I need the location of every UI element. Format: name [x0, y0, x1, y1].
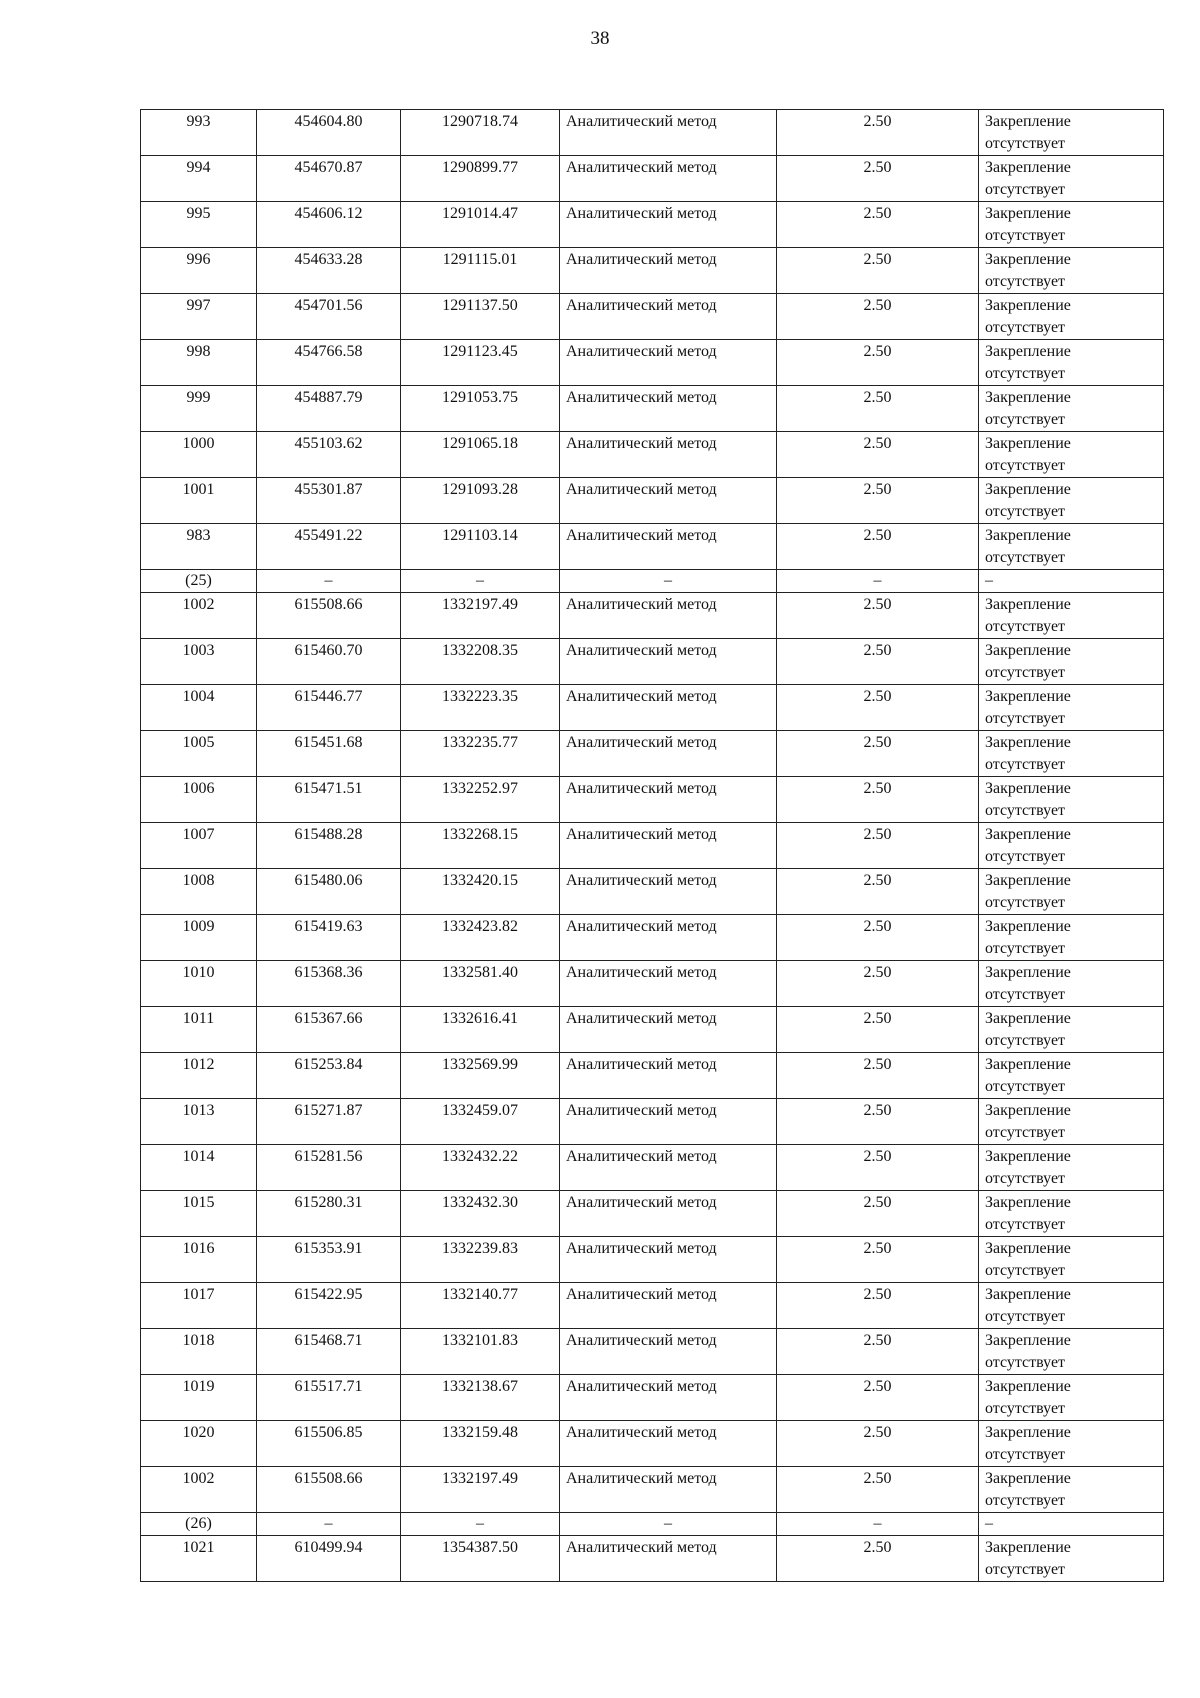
method-cell: Аналитический метод — [560, 639, 777, 685]
point-id-cell: 1018 — [141, 1329, 257, 1375]
table-row — [141, 731, 1164, 777]
point-id-cell: 998 — [141, 340, 257, 386]
accuracy-cell: 2.50 — [777, 1536, 979, 1582]
accuracy-cell: 2.50 — [777, 478, 979, 524]
x-coordinate-cell: 615488.28 — [257, 823, 401, 869]
point-id-cell: (26) — [141, 1513, 257, 1536]
y-coordinate-cell: 1332581.40 — [401, 961, 560, 1007]
x-coordinate-cell: 615353.91 — [257, 1237, 401, 1283]
x-coordinate-cell: 615280.31 — [257, 1191, 401, 1237]
fixation-note-line: Закрепление — [985, 389, 1071, 406]
accuracy-cell: 2.50 — [777, 1421, 979, 1467]
point-id-cell: 1012 — [141, 1053, 257, 1099]
y-coordinate-cell: 1291065.18 — [401, 432, 560, 478]
fixation-note-line: отсутствует — [985, 1262, 1066, 1279]
fixation-note-line: Закрепление — [985, 1539, 1071, 1556]
table-row — [141, 823, 1164, 869]
x-coordinate-cell: 454606.12 — [257, 202, 401, 248]
fixation-note-line: Закрепление — [985, 1424, 1071, 1441]
fixation-note-cell — [979, 823, 1164, 869]
y-coordinate-cell: 1291014.47 — [401, 202, 560, 248]
fixation-note-cell — [979, 248, 1164, 294]
accuracy-cell: 2.50 — [777, 593, 979, 639]
contour-separator-row — [141, 570, 1164, 593]
fixation-note-cell — [979, 869, 1164, 915]
fixation-note-line: Закрепление — [985, 1056, 1071, 1073]
point-id-cell: 1006 — [141, 777, 257, 823]
fixation-note-line: отсутствует — [985, 365, 1066, 382]
fixation-note-line: Закрепление — [985, 435, 1071, 452]
y-coordinate-cell: 1354387.50 — [401, 1536, 560, 1582]
fixation-note-line: отсутствует — [985, 1032, 1066, 1049]
fixation-note-cell — [979, 432, 1164, 478]
method-cell: Аналитический метод — [560, 1053, 777, 1099]
y-coordinate-cell: 1291115.01 — [401, 248, 560, 294]
fixation-note-cell — [979, 1513, 1164, 1536]
accuracy-cell: 2.50 — [777, 294, 979, 340]
point-id-cell: 1002 — [141, 593, 257, 639]
point-id-cell: 1008 — [141, 869, 257, 915]
contour-separator-row — [141, 1513, 1164, 1536]
y-coordinate-cell: 1332268.15 — [401, 823, 560, 869]
fixation-note-line: Закрепление — [985, 1286, 1071, 1303]
accuracy-cell: 2.50 — [777, 1237, 979, 1283]
point-id-cell: 1019 — [141, 1375, 257, 1421]
table-row — [141, 294, 1164, 340]
fixation-note-line: Закрепление — [985, 734, 1071, 751]
accuracy-cell: 2.50 — [777, 524, 979, 570]
x-coordinate-cell: 615506.85 — [257, 1421, 401, 1467]
x-coordinate-cell: 615517.71 — [257, 1375, 401, 1421]
y-coordinate-cell: 1332459.07 — [401, 1099, 560, 1145]
fixation-note-cell — [979, 639, 1164, 685]
method-cell: Аналитический метод — [560, 915, 777, 961]
fixation-note-line: отсутствует — [985, 986, 1066, 1003]
x-coordinate-cell: 615253.84 — [257, 1053, 401, 1099]
table-row — [141, 1329, 1164, 1375]
fixation-note-line: отсутствует — [985, 1124, 1066, 1141]
fixation-note-line: отсутствует — [985, 135, 1066, 152]
y-coordinate-cell: 1332208.35 — [401, 639, 560, 685]
y-coordinate-cell: 1332101.83 — [401, 1329, 560, 1375]
accuracy-cell: 2.50 — [777, 248, 979, 294]
fixation-note-cell — [979, 110, 1164, 156]
fixation-note-line: Закрепление — [985, 1378, 1071, 1395]
point-id-cell: 1005 — [141, 731, 257, 777]
accuracy-cell: 2.50 — [777, 386, 979, 432]
fixation-note-line: Закрепление — [985, 1194, 1071, 1211]
accuracy-cell: 2.50 — [777, 1375, 979, 1421]
fixation-note-line: Закрепление — [985, 527, 1071, 544]
fixation-note-line: Закрепление — [985, 1148, 1071, 1165]
point-id-cell: 1003 — [141, 639, 257, 685]
method-cell: – — [560, 1513, 777, 1536]
x-coordinate-cell: 615271.87 — [257, 1099, 401, 1145]
fixation-note-line: Закрепление — [985, 113, 1071, 130]
fixation-note-cell — [979, 685, 1164, 731]
fixation-note-cell — [979, 1375, 1164, 1421]
fixation-note-line: Закрепление — [985, 780, 1071, 797]
accuracy-cell: 2.50 — [777, 1329, 979, 1375]
accuracy-cell: 2.50 — [777, 961, 979, 1007]
method-cell: Аналитический метод — [560, 1375, 777, 1421]
fixation-note-cell — [979, 478, 1164, 524]
fixation-note-line: отсутствует — [985, 664, 1066, 681]
point-id-cell: 1010 — [141, 961, 257, 1007]
fixation-note-line: отсутствует — [985, 181, 1066, 198]
y-coordinate-cell: 1291093.28 — [401, 478, 560, 524]
x-coordinate-cell: 615368.36 — [257, 961, 401, 1007]
fixation-note-cell — [979, 731, 1164, 777]
coordinates-table-body — [141, 110, 1164, 1582]
point-id-cell: (25) — [141, 570, 257, 593]
fixation-note-cell — [979, 915, 1164, 961]
fixation-note-cell — [979, 961, 1164, 1007]
x-coordinate-cell: 615468.71 — [257, 1329, 401, 1375]
x-coordinate-cell: – — [257, 570, 401, 593]
fixation-note-line: – — [985, 572, 993, 589]
fixation-note-line: Закрепление — [985, 872, 1071, 889]
fixation-note-line: Закрепление — [985, 1010, 1071, 1027]
fixation-note-cell — [979, 156, 1164, 202]
x-coordinate-cell: 615508.66 — [257, 1467, 401, 1513]
accuracy-cell: 2.50 — [777, 915, 979, 961]
fixation-note-cell — [979, 777, 1164, 823]
method-cell: Аналитический метод — [560, 593, 777, 639]
x-coordinate-cell: 615446.77 — [257, 685, 401, 731]
page-number: 38 — [590, 28, 610, 49]
fixation-note-line: отсутствует — [985, 1216, 1066, 1233]
table-row — [141, 777, 1164, 823]
method-cell: Аналитический метод — [560, 823, 777, 869]
fixation-note-line: Закрепление — [985, 205, 1071, 222]
method-cell: Аналитический метод — [560, 248, 777, 294]
x-coordinate-cell: 615281.56 — [257, 1145, 401, 1191]
fixation-note-cell — [979, 1536, 1164, 1582]
accuracy-cell: 2.50 — [777, 202, 979, 248]
method-cell: Аналитический метод — [560, 1283, 777, 1329]
y-coordinate-cell: 1332616.41 — [401, 1007, 560, 1053]
method-cell: Аналитический метод — [560, 1099, 777, 1145]
fixation-note-line: отсутствует — [985, 457, 1066, 474]
fixation-note-line: – — [985, 1515, 993, 1532]
y-coordinate-cell: 1332423.82 — [401, 915, 560, 961]
fixation-note-line: отсутствует — [985, 1354, 1066, 1371]
method-cell: Аналитический метод — [560, 1145, 777, 1191]
accuracy-cell: 2.50 — [777, 110, 979, 156]
fixation-note-line: Закрепление — [985, 1102, 1071, 1119]
table-row — [141, 961, 1164, 1007]
fixation-note-line: Закрепление — [985, 964, 1071, 981]
table-row — [141, 248, 1164, 294]
point-id-cell: 1017 — [141, 1283, 257, 1329]
fixation-note-cell — [979, 1467, 1164, 1513]
accuracy-cell: 2.50 — [777, 1007, 979, 1053]
table-row — [141, 1375, 1164, 1421]
accuracy-cell: – — [777, 570, 979, 593]
fixation-note-line: отсутствует — [985, 756, 1066, 773]
x-coordinate-cell: 615471.51 — [257, 777, 401, 823]
fixation-note-line: Закрепление — [985, 596, 1071, 613]
fixation-note-cell — [979, 386, 1164, 432]
fixation-note-line: отсутствует — [985, 940, 1066, 957]
table-row — [141, 1145, 1164, 1191]
table-row — [141, 1536, 1164, 1582]
x-coordinate-cell: 454701.56 — [257, 294, 401, 340]
point-id-cell: 997 — [141, 294, 257, 340]
x-coordinate-cell: 454887.79 — [257, 386, 401, 432]
table-row — [141, 340, 1164, 386]
fixation-note-cell — [979, 524, 1164, 570]
x-coordinate-cell: 615460.70 — [257, 639, 401, 685]
x-coordinate-cell: 615422.95 — [257, 1283, 401, 1329]
method-cell: Аналитический метод — [560, 340, 777, 386]
fixation-note-line: Закрепление — [985, 1240, 1071, 1257]
fixation-note-line: отсутствует — [985, 710, 1066, 727]
point-id-cell: 1016 — [141, 1237, 257, 1283]
fixation-note-line: Закрепление — [985, 343, 1071, 360]
method-cell: Аналитический метод — [560, 961, 777, 1007]
accuracy-cell: 2.50 — [777, 156, 979, 202]
table-row — [141, 915, 1164, 961]
table-row — [141, 478, 1164, 524]
fixation-note-line: Закрепление — [985, 251, 1071, 268]
y-coordinate-cell: 1332138.67 — [401, 1375, 560, 1421]
table-row — [141, 1421, 1164, 1467]
x-coordinate-cell: 455103.62 — [257, 432, 401, 478]
fixation-note-line: отсутствует — [985, 1492, 1066, 1509]
y-coordinate-cell: 1332569.99 — [401, 1053, 560, 1099]
table-row — [141, 869, 1164, 915]
accuracy-cell: 2.50 — [777, 1053, 979, 1099]
fixation-note-line: отсутствует — [985, 1446, 1066, 1463]
table-row — [141, 1283, 1164, 1329]
table-row — [141, 386, 1164, 432]
method-cell: Аналитический метод — [560, 294, 777, 340]
accuracy-cell: 2.50 — [777, 731, 979, 777]
fixation-note-line: Закрепление — [985, 481, 1071, 498]
fixation-note-line: отсутствует — [985, 1400, 1066, 1417]
accuracy-cell: 2.50 — [777, 685, 979, 731]
method-cell: Аналитический метод — [560, 1007, 777, 1053]
point-id-cell: 1021 — [141, 1536, 257, 1582]
fixation-note-cell — [979, 294, 1164, 340]
point-id-cell: 1011 — [141, 1007, 257, 1053]
fixation-note-line: отсутствует — [985, 1308, 1066, 1325]
x-coordinate-cell: 455301.87 — [257, 478, 401, 524]
y-coordinate-cell: 1290899.77 — [401, 156, 560, 202]
fixation-note-line: отсутствует — [985, 549, 1066, 566]
table-row — [141, 110, 1164, 156]
x-coordinate-cell: 455491.22 — [257, 524, 401, 570]
point-id-cell: 1004 — [141, 685, 257, 731]
method-cell: Аналитический метод — [560, 478, 777, 524]
method-cell: Аналитический метод — [560, 685, 777, 731]
accuracy-cell: 2.50 — [777, 1283, 979, 1329]
table-row — [141, 432, 1164, 478]
fixation-note-line: отсутствует — [985, 319, 1066, 336]
fixation-note-line: Закрепление — [985, 297, 1071, 314]
method-cell: Аналитический метод — [560, 432, 777, 478]
method-cell: Аналитический метод — [560, 1421, 777, 1467]
method-cell: Аналитический метод — [560, 1237, 777, 1283]
x-coordinate-cell: 615451.68 — [257, 731, 401, 777]
fixation-note-cell — [979, 1145, 1164, 1191]
table-row — [141, 202, 1164, 248]
method-cell: Аналитический метод — [560, 386, 777, 432]
accuracy-cell: 2.50 — [777, 639, 979, 685]
point-id-cell: 995 — [141, 202, 257, 248]
fixation-note-cell — [979, 1191, 1164, 1237]
y-coordinate-cell: 1332140.77 — [401, 1283, 560, 1329]
fixation-note-cell — [979, 1329, 1164, 1375]
table-row — [141, 1053, 1164, 1099]
x-coordinate-cell: 615508.66 — [257, 593, 401, 639]
x-coordinate-cell: 454670.87 — [257, 156, 401, 202]
table-row — [141, 1191, 1164, 1237]
fixation-note-line: отсутствует — [985, 1170, 1066, 1187]
fixation-note-cell — [979, 1007, 1164, 1053]
fixation-note-line: отсутствует — [985, 227, 1066, 244]
x-coordinate-cell: 615419.63 — [257, 915, 401, 961]
point-id-cell: 1009 — [141, 915, 257, 961]
fixation-note-line: отсутствует — [985, 802, 1066, 819]
point-id-cell: 1007 — [141, 823, 257, 869]
x-coordinate-cell: – — [257, 1513, 401, 1536]
y-coordinate-cell: 1332159.48 — [401, 1421, 560, 1467]
y-coordinate-cell: 1332252.97 — [401, 777, 560, 823]
accuracy-cell: 2.50 — [777, 777, 979, 823]
x-coordinate-cell: 615367.66 — [257, 1007, 401, 1053]
accuracy-cell: – — [777, 1513, 979, 1536]
table-row — [141, 1467, 1164, 1513]
method-cell: Аналитический метод — [560, 869, 777, 915]
fixation-note-cell — [979, 593, 1164, 639]
y-coordinate-cell: 1291137.50 — [401, 294, 560, 340]
fixation-note-cell — [979, 202, 1164, 248]
accuracy-cell: 2.50 — [777, 1191, 979, 1237]
table-row — [141, 156, 1164, 202]
fixation-note-line: Закрепление — [985, 688, 1071, 705]
y-coordinate-cell: 1291123.45 — [401, 340, 560, 386]
fixation-note-cell — [979, 1099, 1164, 1145]
accuracy-cell: 2.50 — [777, 823, 979, 869]
fixation-note-line: отсутствует — [985, 1078, 1066, 1095]
x-coordinate-cell: 615480.06 — [257, 869, 401, 915]
method-cell: Аналитический метод — [560, 156, 777, 202]
y-coordinate-cell: – — [401, 570, 560, 593]
fixation-note-line: Закрепление — [985, 918, 1071, 935]
point-id-cell: 994 — [141, 156, 257, 202]
table-row — [141, 593, 1164, 639]
table-row — [141, 1007, 1164, 1053]
accuracy-cell: 2.50 — [777, 869, 979, 915]
point-id-cell: 1001 — [141, 478, 257, 524]
table-row — [141, 1099, 1164, 1145]
point-id-cell: 999 — [141, 386, 257, 432]
y-coordinate-cell: 1332420.15 — [401, 869, 560, 915]
table-row — [141, 1237, 1164, 1283]
table-row — [141, 685, 1164, 731]
method-cell: – — [560, 570, 777, 593]
y-coordinate-cell: 1332223.35 — [401, 685, 560, 731]
point-id-cell: 993 — [141, 110, 257, 156]
fixation-note-line: отсутствует — [985, 503, 1066, 520]
accuracy-cell: 2.50 — [777, 1099, 979, 1145]
point-id-cell: 1014 — [141, 1145, 257, 1191]
fixation-note-line: отсутствует — [985, 618, 1066, 635]
point-id-cell: 1000 — [141, 432, 257, 478]
point-id-cell: 1015 — [141, 1191, 257, 1237]
x-coordinate-cell: 454766.58 — [257, 340, 401, 386]
method-cell: Аналитический метод — [560, 1467, 777, 1513]
fixation-note-cell — [979, 1053, 1164, 1099]
accuracy-cell: 2.50 — [777, 432, 979, 478]
method-cell: Аналитический метод — [560, 524, 777, 570]
method-cell: Аналитический метод — [560, 1329, 777, 1375]
x-coordinate-cell: 454633.28 — [257, 248, 401, 294]
method-cell: Аналитический метод — [560, 731, 777, 777]
fixation-note-line: отсутствует — [985, 848, 1066, 865]
accuracy-cell: 2.50 — [777, 1467, 979, 1513]
y-coordinate-cell: 1332197.49 — [401, 1467, 560, 1513]
fixation-note-line: отсутствует — [985, 411, 1066, 428]
fixation-note-line: Закрепление — [985, 642, 1071, 659]
fixation-note-line: Закрепление — [985, 1332, 1071, 1349]
y-coordinate-cell: 1332432.22 — [401, 1145, 560, 1191]
fixation-note-line: Закрепление — [985, 1470, 1071, 1487]
y-coordinate-cell: 1291053.75 — [401, 386, 560, 432]
accuracy-cell: 2.50 — [777, 1145, 979, 1191]
method-cell: Аналитический метод — [560, 110, 777, 156]
method-cell: Аналитический метод — [560, 1536, 777, 1582]
fixation-note-line: отсутствует — [985, 1561, 1066, 1578]
table-row — [141, 639, 1164, 685]
fixation-note-cell — [979, 1421, 1164, 1467]
y-coordinate-cell: 1332235.77 — [401, 731, 560, 777]
fixation-note-cell — [979, 570, 1164, 593]
point-id-cell: 1020 — [141, 1421, 257, 1467]
x-coordinate-cell: 454604.80 — [257, 110, 401, 156]
y-coordinate-cell: 1332239.83 — [401, 1237, 560, 1283]
fixation-note-cell — [979, 340, 1164, 386]
fixation-note-cell — [979, 1283, 1164, 1329]
y-coordinate-cell: 1332197.49 — [401, 593, 560, 639]
y-coordinate-cell: – — [401, 1513, 560, 1536]
fixation-note-line: Закрепление — [985, 826, 1071, 843]
accuracy-cell: 2.50 — [777, 340, 979, 386]
y-coordinate-cell: 1291103.14 — [401, 524, 560, 570]
point-id-cell: 983 — [141, 524, 257, 570]
x-coordinate-cell: 610499.94 — [257, 1536, 401, 1582]
y-coordinate-cell: 1332432.30 — [401, 1191, 560, 1237]
point-id-cell: 996 — [141, 248, 257, 294]
method-cell: Аналитический метод — [560, 202, 777, 248]
point-id-cell: 1002 — [141, 1467, 257, 1513]
fixation-note-line: отсутствует — [985, 273, 1066, 290]
coordinates-table — [140, 109, 1164, 1582]
fixation-note-cell — [979, 1237, 1164, 1283]
y-coordinate-cell: 1290718.74 — [401, 110, 560, 156]
method-cell: Аналитический метод — [560, 777, 777, 823]
method-cell: Аналитический метод — [560, 1191, 777, 1237]
table-row — [141, 524, 1164, 570]
point-id-cell: 1013 — [141, 1099, 257, 1145]
fixation-note-line: Закрепление — [985, 159, 1071, 176]
fixation-note-line: отсутствует — [985, 894, 1066, 911]
